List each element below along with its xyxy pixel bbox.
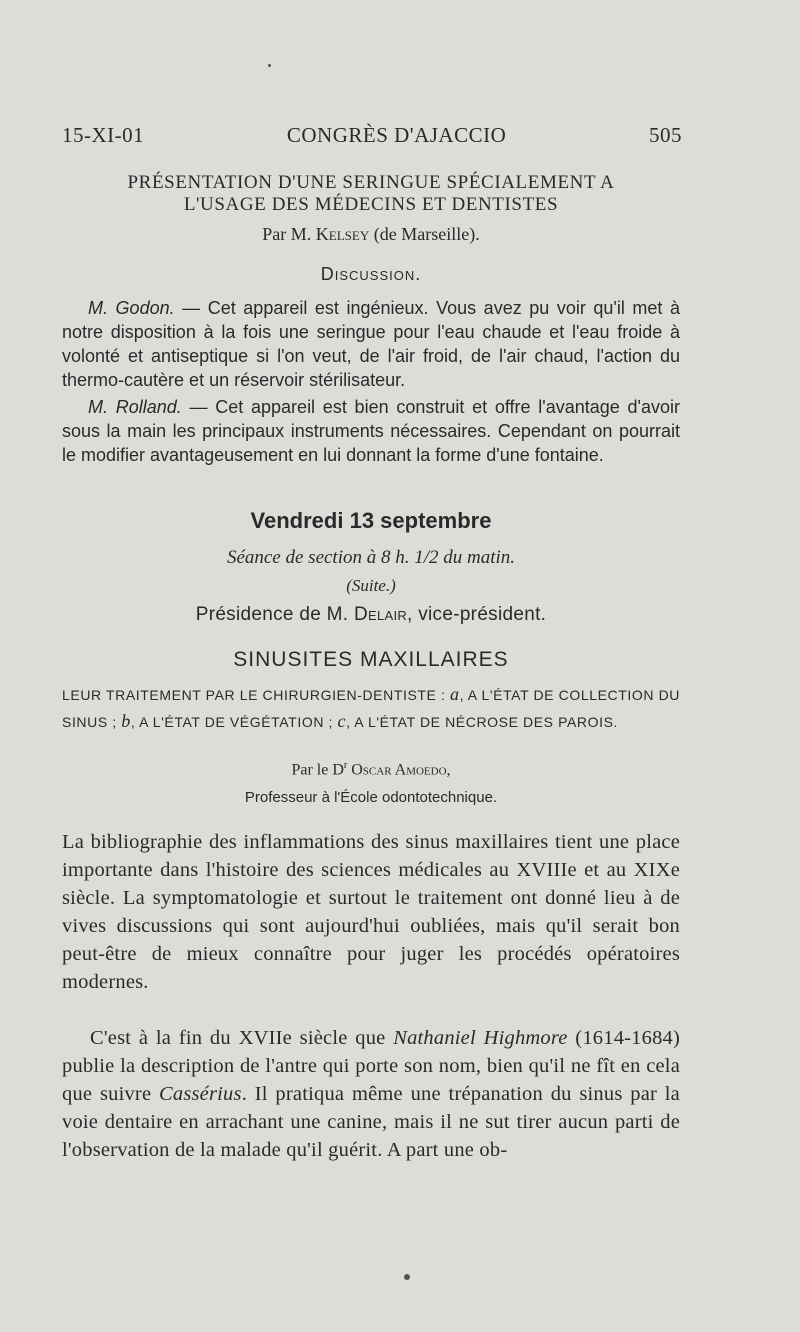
byline-prefix: Par M. (262, 224, 316, 244)
presidence-suffix: , vice-président. (407, 604, 547, 625)
subtitle-part-d: , A L'ÉTAT DE NÉCROSE DES PAROIS. (346, 714, 619, 730)
byline-suffix: (de Marseille). (369, 224, 480, 244)
speaker-godon: M. Godon. (88, 298, 175, 318)
article-author: Oscar Amoedo, (347, 761, 451, 779)
article-byline-prefix: Par le D (291, 761, 344, 779)
session-suite: (Suite.) (346, 576, 396, 595)
presentation-title-line1: PRÉSENTATION D'UNE SERINGUE SPÉCIALEMENT A (127, 172, 615, 193)
header-title: CONGRÈS D'AJACCIO (286, 123, 507, 147)
subtitle-part-b: , A L'ÉTAT DE COLLECTION DU SINUS ; (62, 687, 680, 730)
article-byline (62, 760, 680, 779)
header-date: 15-XI-01 (62, 123, 145, 147)
rolland-text: — Cet appareil est bien construit et offre l'avantage d'avoir sous la main les principaux instruments nécessaires. Cependant on pourrait le modifier avantageusement en lui donnant la forme d'une fontaine. (62, 397, 680, 465)
article-paragraph-1: La bibliographie des inflammations des sinus maxillaires tient une place importante dans l'histoire des sciences médicales au XVIIIe et au XIXe siècle. La symptomatologie et surtout le traitement ont donné lieu à de vives discussions qui sont aujourd'hui oubliées, mais qu'il serait bon peut-être de mieux connaître pour juger les procédés opératoires modernes. (62, 831, 680, 993)
paragraph-2-part-b: (1614-1684) publie la description de l'antre qui porte son nom, bien qu'il ne fît en cela que suivre (62, 1027, 680, 1105)
discussion-heading: Discussion. (320, 264, 422, 284)
subtitle-letter-a: a (449, 684, 460, 704)
session-presidence (62, 604, 680, 626)
subtitle-part-a: LEUR TRAITEMENT PAR LE CHIRURGIEN-DENTISTE : (62, 687, 450, 703)
ink-speck (268, 64, 271, 67)
byline-name: Kelsey (315, 224, 370, 244)
speaker-rolland: M. Rolland. (88, 397, 182, 417)
subtitle-part-c: , A L'ÉTAT DE VÉGÉTATION ; (130, 714, 338, 730)
ink-spot (404, 1274, 410, 1280)
session-time: Séance de section à 8 h. 1/2 du matin. (226, 547, 516, 568)
godon-text: — Cet appareil est ingénieux. Vous avez pu voir qu'il met à notre disposition à la fois une seringue pour l'eau chaude et l'eau froide à volonté et antiseptique si l'on veut, de l'air froid, de l'air chaud, l'action du thermo-cautère et un réservoir stérilisateur. (62, 298, 680, 390)
session-day: Vendredi 13 septembre (250, 508, 492, 533)
discussion-paragraph-rolland (62, 395, 680, 467)
presidence-name: Delair (353, 604, 408, 625)
presentation-title (62, 172, 680, 216)
name-casserius: Cassérius (159, 1083, 242, 1105)
presentation-byline (62, 224, 680, 245)
presentation-title-line2: L'USAGE DES MÉDECINS ET DENTISTES (183, 194, 559, 215)
discussion-paragraph-godon (62, 296, 680, 392)
article-byline-sup: r (343, 760, 348, 771)
article-subtitle (62, 681, 680, 735)
page-number: 505 (649, 123, 682, 147)
paragraph-2-part-c: . Il pratiqua même une trépanation du sinus par la voie dentaire en arrachant une canine, mais il ne sut tirer aucun parti de l'observation de la malade qu'il guérit. A part une ob- (62, 1083, 680, 1161)
paragraph-2-part-a: C'est à la fin du XVIIe siècle que (90, 1027, 394, 1049)
name-highmore: Nathaniel Highmore (393, 1027, 568, 1049)
running-head (62, 123, 682, 148)
article-paragraph-2 (62, 1024, 680, 1164)
presidence-prefix: Présidence de M. (195, 604, 354, 625)
subtitle-letter-b: b (121, 711, 131, 731)
subtitle-letter-c: c (337, 711, 347, 731)
article-title: SINUSITES MAXILLAIRES (233, 648, 509, 671)
article-author-affiliation: Professeur à l'École odontotechnique. (244, 789, 498, 806)
